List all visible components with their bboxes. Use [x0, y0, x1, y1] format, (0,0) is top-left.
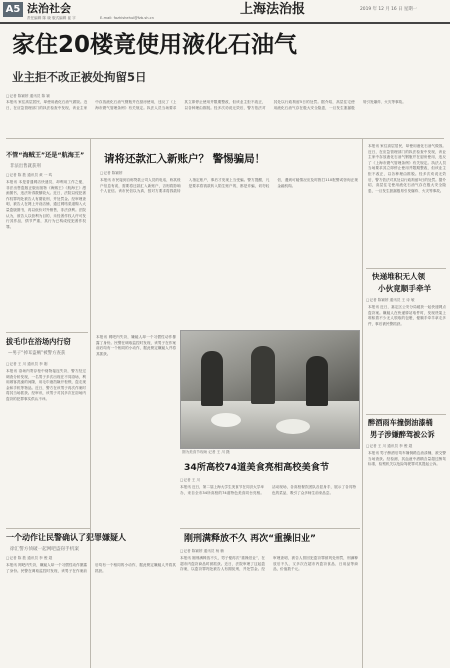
- deliveryman-body: 本报讯 本是普通网店快递员，却利用工作之便，非法出售盗版正版出版物《海贼王》《航海王》漫画图书，违法所得数额较大。近日，法院以侵犯著作权罪判处被告人有期徒刑，并处罚金。经审理查明，被告人在网上开设店铺，通过网络渠道购入大量盗版图书，再以低价对外销售，非法获利。法院认为，被告人以营利为目的，未经著作权人许可发行其作品，情节严重，其行为已构成侵犯著作权罪。: [6, 180, 86, 229]
- lead-byline: □记者 陈颖婷 通讯员 陈 颖: [6, 94, 50, 98]
- photo-dish: [211, 413, 241, 427]
- bathhouse-subhead: —男子“掉耳盗贼”被警方查获: [8, 351, 66, 356]
- deliveryman-byline: □记者 陈 胜 通讯员 黄 一 鸣: [6, 173, 53, 177]
- parole-headline: 刚刑满释放不久 再次“重操旧业”: [184, 534, 316, 544]
- lead-headline: 家住20楼竟使用液化石油气: [12, 32, 298, 58]
- cooking-byline: □记者 王 川: [180, 478, 201, 482]
- photo-dish: [276, 419, 310, 434]
- faint-body: 本报讯 近日，嘉定区公安分局破获一起快递网点盗窃案。嫌疑人在快递驿站取件时，发现货架上堆积着不少无人领取的包裹，便顺手牵羊拿走多件，事后被民警抓获。: [368, 305, 446, 326]
- section-title: 法治社会: [27, 2, 71, 15]
- fraud-headline: 请将还款汇入新账户？ 警惕骗局！: [104, 153, 266, 165]
- page-number: A5: [5, 4, 21, 15]
- section-divider: [6, 332, 88, 333]
- drunk-body: 本报讯 男子醉酒后驾车撞倒路边油漆桶，被交警当场查获。经检测，其血液中酒精含量超过醉驾标准，检察机关以危险驾驶罪对其提起公诉。: [368, 451, 446, 467]
- reckless-subhead: 徐汇警方侦破一起网吧盗窃手机案: [10, 547, 79, 552]
- faint-byline: □记者 陈颖婷 通讯员 王 诗 敏: [366, 298, 415, 302]
- drunk-byline: □记者 王 川 通讯员 李 俊 超: [366, 444, 413, 448]
- photo-table: [181, 401, 359, 448]
- editor-line: 责任编辑 陈 晓 版式编辑 崔 宇: [27, 16, 76, 20]
- newspaper-name: 上海法治报: [240, 2, 306, 17]
- news-photo: [180, 330, 360, 449]
- reckless-headline: 一个动作让民警确认了犯罪嫌疑人: [6, 533, 126, 542]
- section-divider: [366, 414, 446, 415]
- reckless-byline: □记者 陈 胜 通讯员 李 俊 超: [6, 556, 53, 560]
- column-separator: [362, 138, 363, 668]
- email: E-mail: fazhishehui@fzb.sh.cn: [100, 16, 154, 20]
- parole-byline: □记者 陈颖婷 通讯员 杨 楠: [180, 549, 224, 553]
- lead-divider: [6, 138, 444, 139]
- photo-caption: 图为美食节现场 记者 王 川 摄: [182, 450, 230, 454]
- masthead: [0, 0, 450, 24]
- bathhouse-body: 本报讯 浴场内寄存柜中财物接连失窃，警方经过调查分析发现，一名男子多次出现在不同浴场，利用顾客洗澡的间隙，用毛巾遮挡撬开柜锁，盗走现金和手机等物品。近日，警方在该男子再次作案时将其当场抓获。经审讯，该男子对其多次在浴场内盗窃的犯罪事实供认不讳。: [6, 369, 86, 401]
- drunk-headline: 醉酒雨车撞倒油漆桶: [368, 418, 433, 427]
- deliveryman-subhead: 非法出售就获刑: [10, 164, 41, 169]
- faint-headline: 快递堆积无人领: [372, 272, 426, 281]
- bathhouse-byline: □记者 王 川 通讯员 李 刚: [6, 362, 48, 366]
- section-divider: [180, 528, 360, 529]
- cooking-headline: 34所高校74道美食亮相高校美食节: [184, 462, 330, 473]
- drunk-subhead: 男子涉嫌醉驾被公诉: [370, 430, 435, 439]
- photo-person: [251, 346, 275, 404]
- section-divider: [6, 528, 90, 529]
- lead-body: 本报讯 家住高层居民，却使用液化石油气做饭。近日，在应急管理部门的执法检查中发现，该业主家中存放液化石油气钢瓶并在厨房使用，违反了《上海市燃气管理条例》有关规定。执法人员当场要求其立即停止使用并限期整改，但该业主拒不改正，以各种理由推脱。经多次劝说无效后，警方依法对其处以行政拘留5日的处罚。据介绍，高层住宅使用液化石油气存在极大安全隐患，一旦发生泄漏极易引发爆炸、火灾等事故。: [6, 100, 406, 110]
- section-divider: [366, 268, 446, 269]
- lead-subhead: 业主拒不改正被处拘留5日: [12, 70, 147, 84]
- fraud-byline: □记者 陈颖婷: [100, 171, 123, 175]
- fraud-body-continued: 本报讯 网吧内失窃，嫌疑人却一个习惯性动作暴露了身份。民警在调取监控时发现，该男子在作案前后均有一个相同的小动作，据此锁定嫌疑人并将其抓获。: [96, 335, 176, 356]
- bathhouse-headline: 拔毛巾在浴场内行窃: [6, 337, 71, 346]
- lead-body-continued: 本报讯 家住高层居民，却使用液化石油气做饭。近日，在应急管理部门的执法检查中发现，该业主家中存放液化石油气钢瓶并在厨房使用，违反了《上海市燃气管理条例》有关规定。执法人员当场要求其立即停止使用并限期整改，但该业主拒不改正，以各种理由推脱。经多次劝说无效后，警方依法对其处以行政拘留5日的处罚。据介绍，高层住宅使用液化石油气存在极大安全隐患，一旦发生泄漏极易引发爆炸、火灾等事故。: [368, 144, 446, 193]
- deliveryman-headline: 不管“海贼王”还是“航海王”: [6, 152, 85, 159]
- masthead-rule: [0, 22, 450, 24]
- parole-body: 本报讯 刚刑满释放不久，男子便再次“重操旧业”，在超市内盗窃商品时被抓获。近日，法院审理了这起盗窃案，以盗窃罪判处被告人有期徒刑，并处罚金。经审理查明，被告人曾因犯盗窃罪被判处刑罚，刑满释放后不久，又多次在超市内盗窃食品、日用品等商品，价值数千元。: [180, 556, 358, 572]
- fraud-body: 本报讯 市民接到自称贷款公司人员的电话，称其账户信息有误，需要将还款汇入新账户，否则将影响个人征信。该市民信以为真，按对方要求将钱款转入指定账户，事后才发现上当受骗。警方提醒，凡是要求将钱款转入陌生账户的，都是诈骗，切勿轻信，遇到可疑情况应及时拨打110报警或咨询正规金融机构。: [100, 178, 358, 194]
- faint-subhead: 小伙竟顺手牵羊: [378, 284, 432, 293]
- cooking-body: 本报讯 近日，第二届上海大学生美食节在同济大学举办，来自全市34所高校的74道特色美食同台亮相。活动现场，各高校餐饮团队各显身手，展示了各具特色的菜品，吸引了众多师生前来品尝。: [180, 485, 356, 495]
- photo-person: [201, 351, 223, 406]
- photo-person: [306, 356, 328, 406]
- issue-date: 2019 年 12 月 16 日 星期一: [360, 7, 418, 12]
- reckless-body: 本报讯 网吧内失窃，嫌疑人却一个习惯性动作暴露了身份。民警在调取监控时发现，该男子在作案前后均有一个相同的小动作，据此锁定嫌疑人并将其抓获。: [6, 563, 176, 573]
